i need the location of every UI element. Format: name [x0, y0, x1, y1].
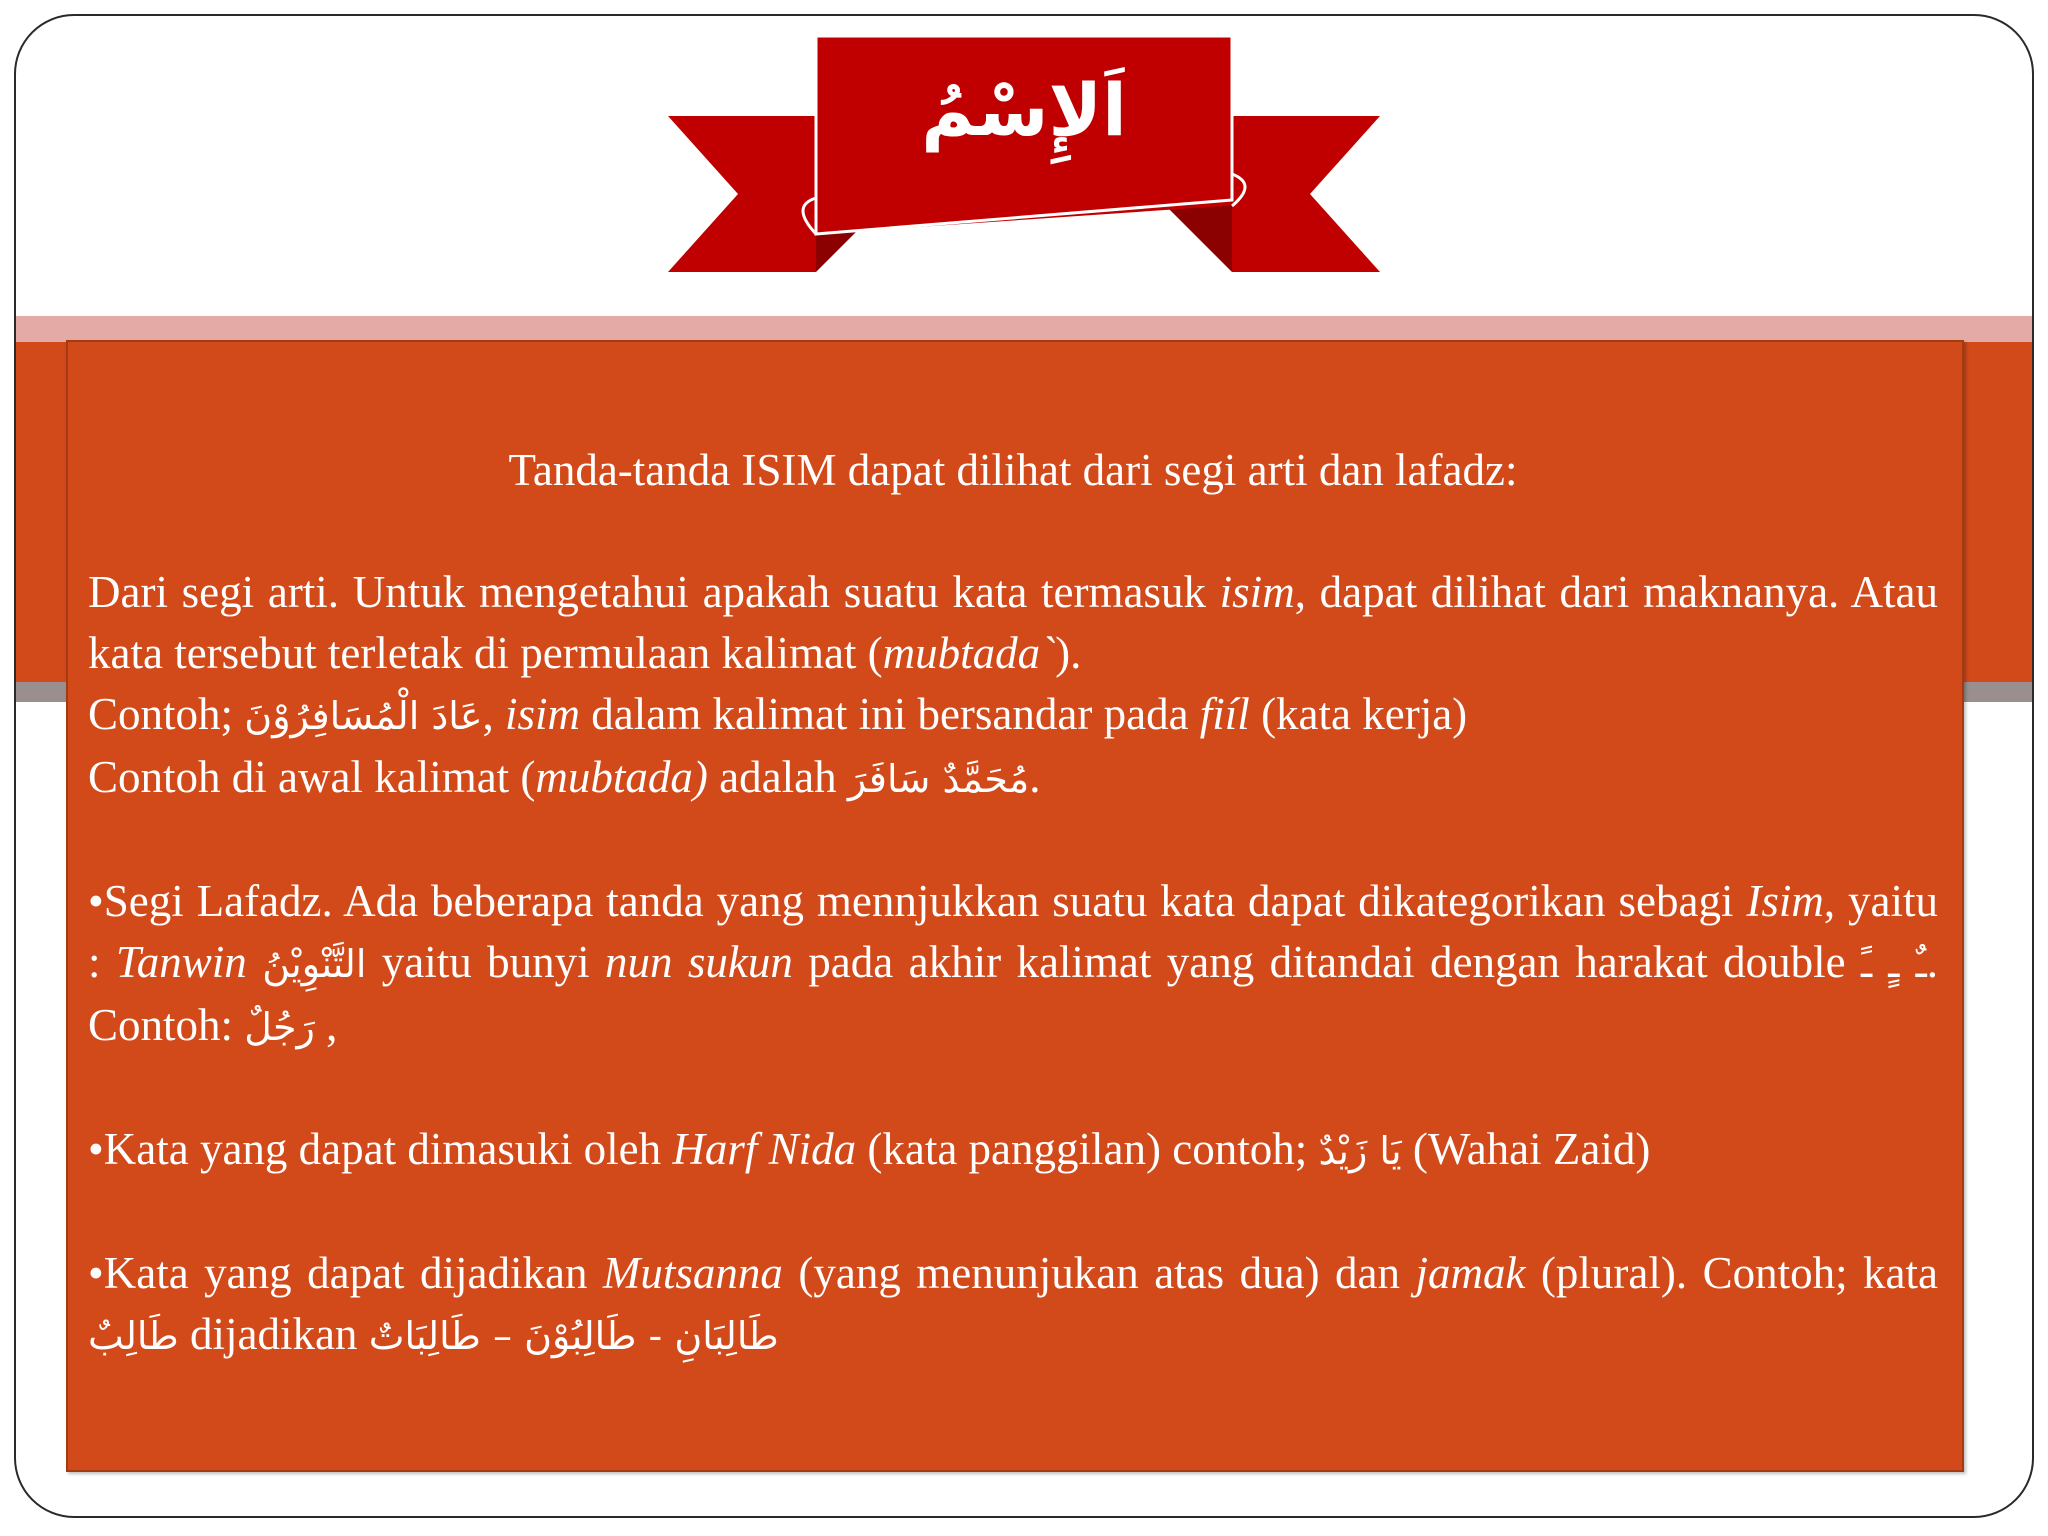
- text-segment: adalah: [707, 752, 848, 802]
- text-segment: ).: [1055, 628, 1082, 678]
- text-segment: dalam kalimat ini bersandar pada: [580, 689, 1200, 739]
- arabic-example: التَّنْوِيْنُ: [262, 942, 367, 986]
- spacer: [88, 1058, 1938, 1119]
- text-segment: •Kata yang dapat dijadikan: [88, 1248, 603, 1298]
- text-segment: [247, 937, 262, 987]
- pink-stripe: [16, 316, 2032, 342]
- arabic-harakat: ـٌ ـٍ ـً: [1860, 942, 1927, 986]
- slide-title: اَلإِسْمُ: [921, 68, 1127, 152]
- italic-term: mubtada`: [882, 628, 1056, 678]
- italic-term: nun sukun: [605, 937, 793, 987]
- paragraph-lafadz: [88, 871, 1938, 1058]
- spacer: [88, 501, 1938, 562]
- arabic-example: طَالِبَانِ - طَالِبُوْنَ – طَالِبَاتٌ: [368, 1314, 779, 1358]
- italic-term: Isim: [1746, 876, 1824, 926]
- text-segment: dijadikan: [178, 1309, 369, 1359]
- arabic-example: طَالِبٌ: [88, 1314, 179, 1358]
- text-segment: .: [1029, 752, 1041, 802]
- ribbon-left-tail: [668, 116, 816, 272]
- text-segment: •Kata yang dapat dimasuki oleh: [88, 1124, 673, 1174]
- text-segment: pada akhir kalimat yang ditandai dengan harakat double: [792, 937, 1861, 987]
- text-segment: (Wahai Zaid): [1401, 1124, 1651, 1174]
- italic-term: jamak: [1415, 1248, 1526, 1298]
- text-segment: ,: [314, 1000, 338, 1050]
- text-segment: Contoh di awal kalimat (: [88, 752, 536, 802]
- paragraph-contoh-1: [88, 684, 1938, 747]
- text-segment: (yang menunjukan atas dua) dan: [782, 1248, 1416, 1298]
- italic-term: isim: [1219, 567, 1295, 617]
- arabic-example: مُحَمَّدٌ سَافَرَ: [847, 757, 1030, 801]
- arabic-example: رَجُلٌ: [244, 1005, 315, 1049]
- text-segment: , yaitu :: [88, 876, 1938, 987]
- italic-term: isim: [505, 689, 581, 739]
- text-segment: (kata kerja): [1249, 689, 1468, 739]
- paragraph-nida: [88, 1119, 1938, 1182]
- text-area: [88, 440, 1938, 1367]
- text-segment: . Contoh:: [88, 937, 1939, 1050]
- spacer: [88, 1182, 1938, 1243]
- intro-heading: Tanda-tanda ISIM dapat dilihat dari segi arti dan lafadz:: [508, 445, 1518, 495]
- text-segment: yaitu bunyi: [366, 937, 606, 987]
- text-segment: (plural). Contoh; kata: [1525, 1248, 1938, 1298]
- ribbon-right-tail: [1232, 116, 1380, 272]
- spacer: [88, 810, 1938, 871]
- text-segment: , dapat dilihat dari maknanya. Atau kata tersebut terletak di permulaan kalimat (: [88, 567, 1938, 678]
- italic-term: Tanwin: [115, 937, 247, 987]
- paragraph-arti: [88, 562, 1938, 684]
- text-segment: •Segi Lafadz. Ada beberapa tanda yang mennjukkan suatu kata dapat dikategorikan sebagi: [88, 876, 1747, 926]
- italic-term: Harf Nida: [672, 1124, 857, 1174]
- italic-term: fiíl: [1199, 689, 1250, 739]
- text-segment: Dari segi arti. Untuk mengetahui apakah suatu kata termasuk: [88, 567, 1220, 617]
- arabic-example: يَا زَيْدٌ: [1318, 1129, 1402, 1173]
- paragraph-contoh-2: [88, 747, 1938, 810]
- text-segment: (kata panggilan) contoh;: [856, 1124, 1319, 1174]
- text-segment: Contoh;: [88, 689, 245, 739]
- arabic-example: عَادَ الْمُسَافِرُوْنَ: [244, 694, 483, 738]
- paragraph-mutsanna: [88, 1243, 1938, 1367]
- italic-term: mubtada): [535, 752, 708, 802]
- text-segment: ,: [482, 689, 506, 739]
- italic-term: Mutsanna: [602, 1248, 783, 1298]
